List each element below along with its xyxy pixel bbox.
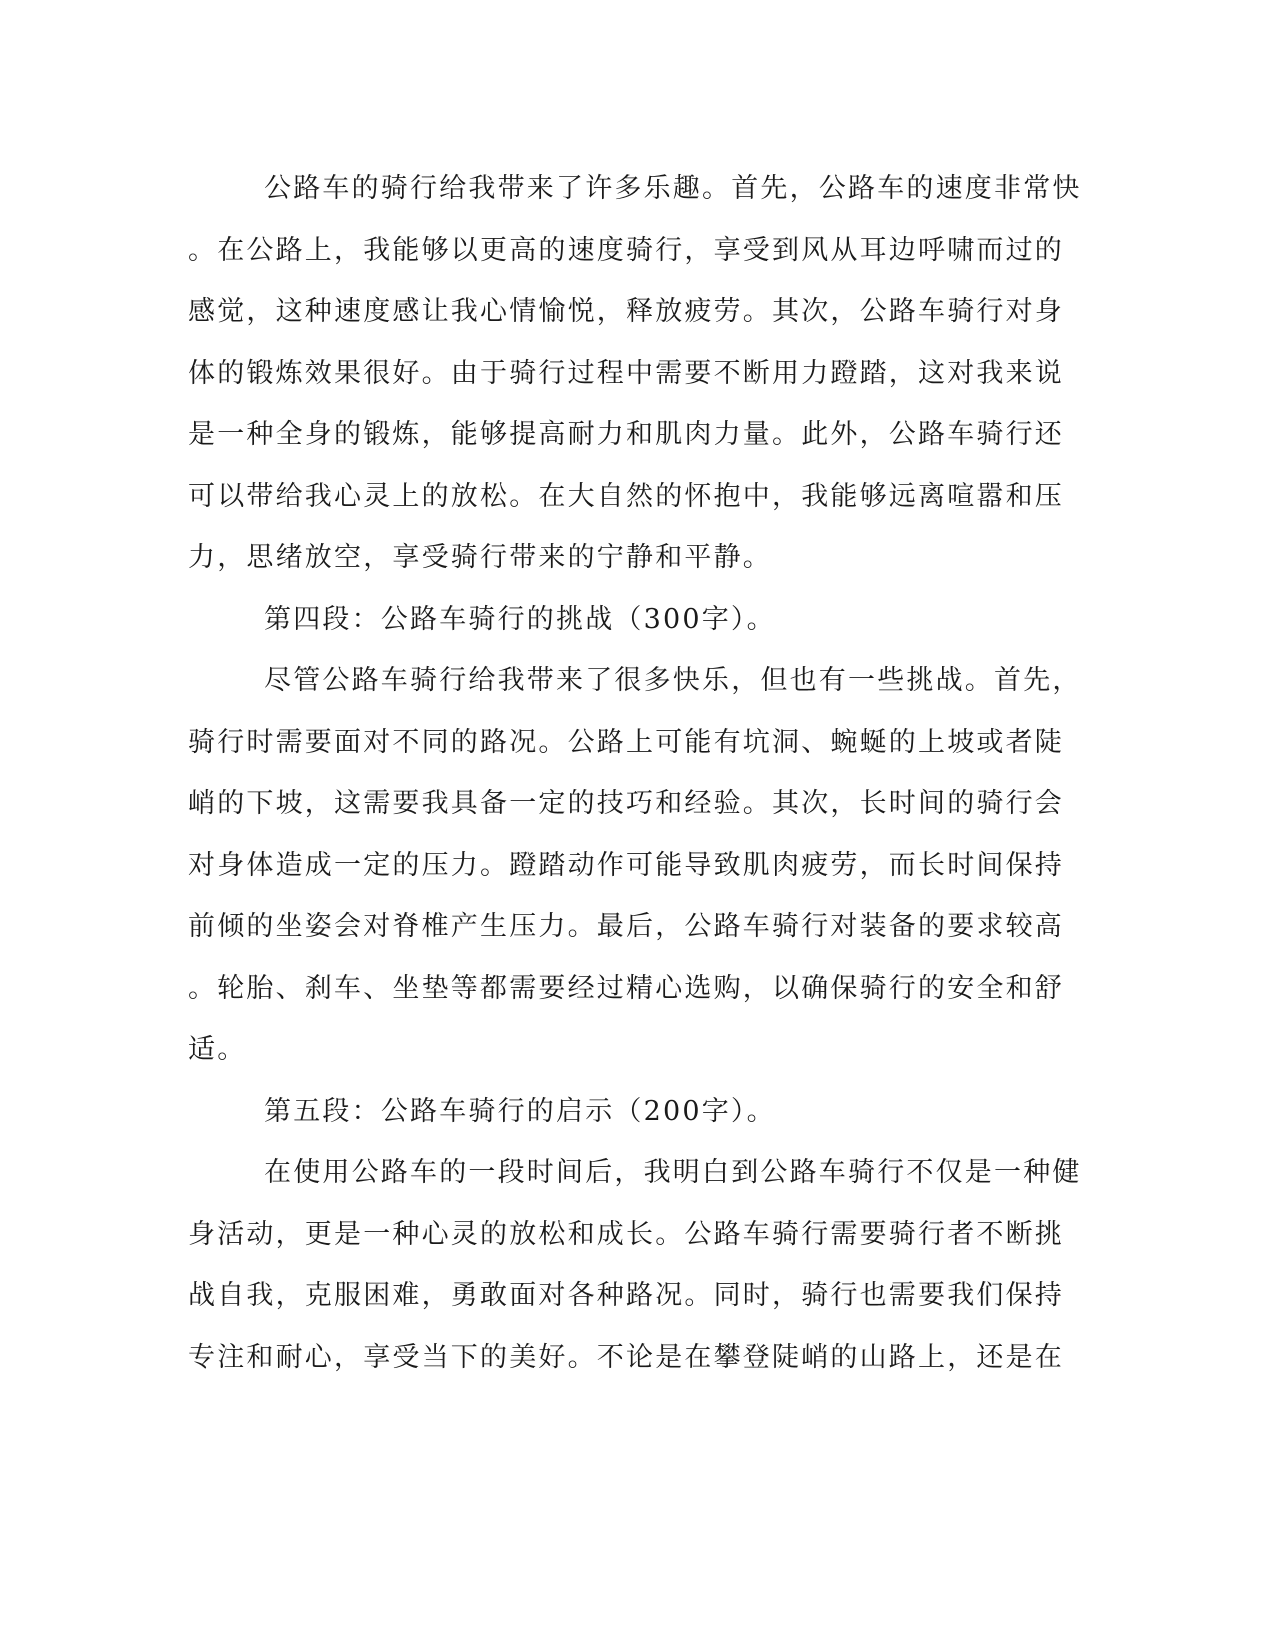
section-heading-insights	[188, 1081, 1078, 1143]
text-line: 专注和耐心，享受当下的美好。不论是在攀登陡峭的山路上，还是在	[188, 1341, 1064, 1373]
section-heading-challenges	[188, 589, 1078, 651]
text-line: 骑行时需要面对不同的路况。公路上可能有坑洞、蜿蜒的上坡或者陡	[188, 726, 1064, 758]
text-line: 对身体造成一定的压力。蹬踏动作可能导致肌肉疲劳，而长时间保持	[188, 849, 1064, 881]
text-line: 体的锻炼效果很好。由于骑行过程中需要不断用力蹬踏，这对我来说	[188, 357, 1064, 389]
text-line: 可以带给我心灵上的放松。在大自然的怀抱中，我能够远离喧嚣和压	[188, 480, 1064, 512]
text-line: 适。	[188, 1034, 247, 1065]
text-line: 峭的下坡，这需要我具备一定的技巧和经验。其次，长时间的骑行会	[188, 788, 1064, 819]
text-line: 是一种全身的锻炼，能够提高耐力和肌肉力量。此外，公路车骑行还	[188, 419, 1064, 450]
text-line: 身活动，更是一种心灵的放松和成长。公路车骑行需要骑行者不断挑	[188, 1218, 1064, 1250]
text-line: 前倾的坐姿会对脊椎产生压力。最后，公路车骑行对装备的要求较高	[188, 911, 1064, 942]
text-line: 。在公路上，我能够以更高的速度骑行，享受到风从耳边呼啸而过的	[188, 234, 1064, 266]
text-line: 公路车的骑行给我带来了许多乐趣。首先，公路车的速度非常快	[264, 173, 1082, 204]
text-line: 在使用公路车的一段时间后，我明白到公路车骑行不仅是一种健	[264, 1157, 1082, 1188]
text-line: 。轮胎、刹车、坐垫等都需要经过精心选购，以确保骑行的安全和舒	[188, 972, 1064, 1004]
text-line: 感觉，这种速度感让我心情愉悦，释放疲劳。其次，公路车骑行对身	[188, 296, 1064, 327]
text-line: 尽管公路车骑行给我带来了很多快乐，但也有一些挑战。首先，	[264, 665, 1082, 696]
section-heading: 第五段：公路车骑行的启示（200字）。	[264, 1095, 776, 1127]
text-line: 力，思绪放空，享受骑行带来的宁静和平静。	[188, 542, 772, 573]
paragraph-joys	[188, 158, 1082, 589]
paragraph-insights	[188, 1142, 1082, 1388]
paragraph-challenges	[188, 650, 1082, 1081]
section-heading: 第四段：公路车骑行的挑战（300字）。	[264, 603, 776, 635]
document-body	[188, 158, 1082, 1388]
text-line: 战自我，克服困难，勇敢面对各种路况。同时，骑行也需要我们保持	[188, 1280, 1064, 1311]
